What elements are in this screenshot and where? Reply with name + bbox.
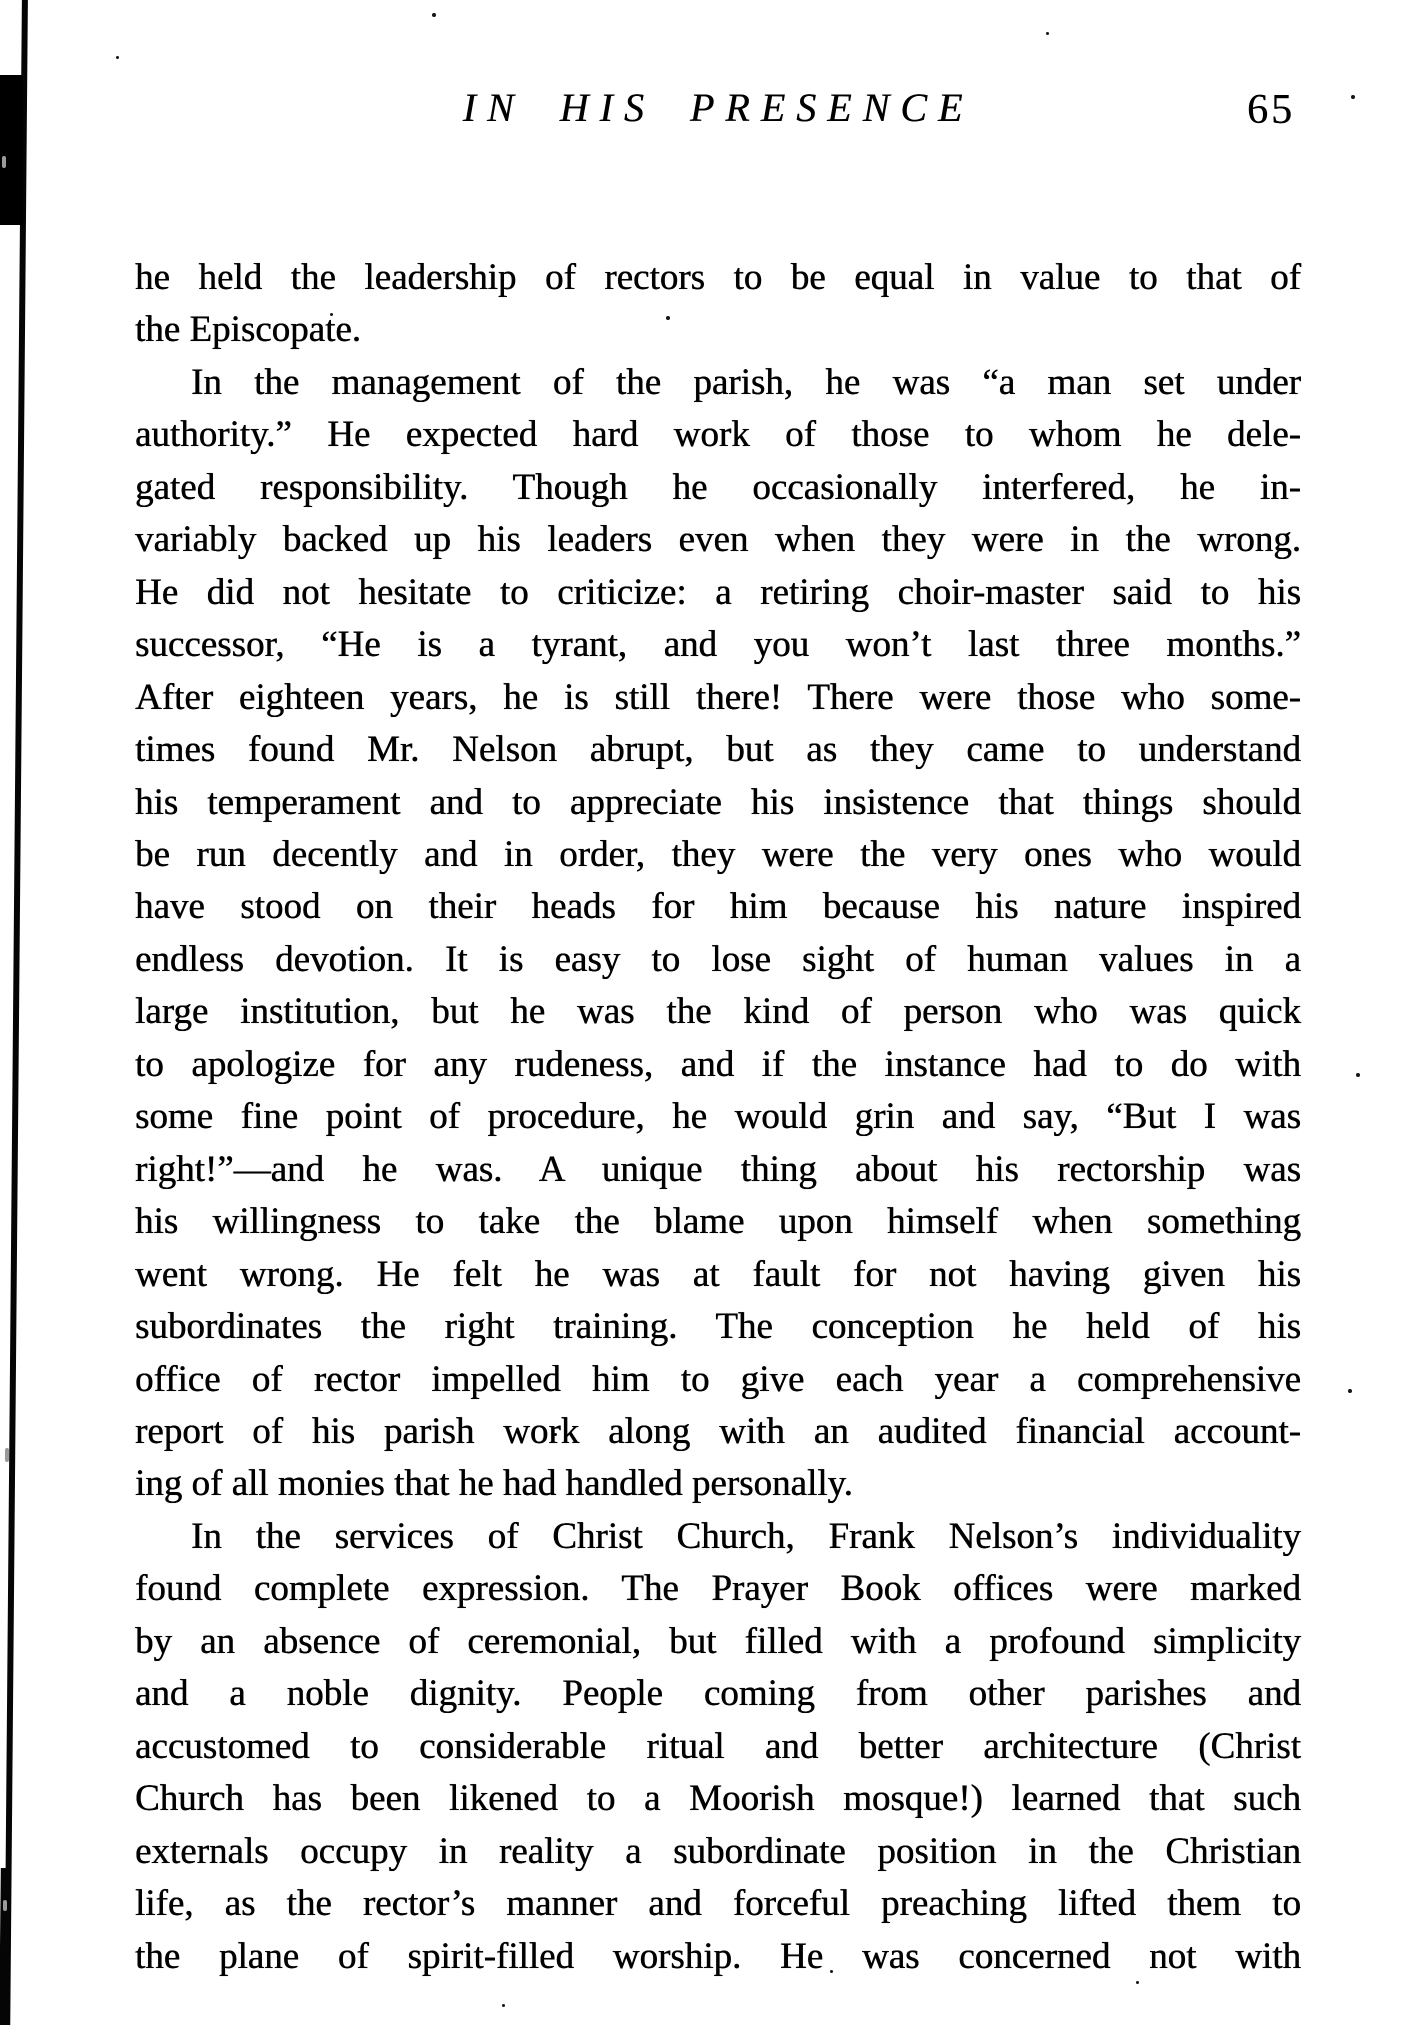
- text-line: went wrong. He felt he was at fault for not having given his: [135, 1253, 1301, 1295]
- scan-smudge: [5, 1448, 9, 1462]
- page-title: IN HIS PRESENCE: [462, 85, 974, 130]
- text-line: externals occupy in reality a subordinate position in the Christian: [135, 1830, 1301, 1872]
- text-line: In the management of the parish, he was “a man set under: [191, 361, 1301, 403]
- text-line: the plane of spirit-filled worship. He was concerned not with: [135, 1935, 1301, 1977]
- text-line: the Episcopate.: [135, 309, 362, 351]
- scan-smudge: [2, 156, 6, 168]
- text-line: He did not hesitate to criticize: a retiring choir-master said to his: [135, 571, 1301, 613]
- text-line: by an absence of ceremonial, but filled with a profound simplicity: [135, 1620, 1301, 1662]
- scan-speck: [116, 56, 119, 59]
- text-line: Church has been likened to a Moorish mosque!) learned that such: [135, 1778, 1301, 1820]
- text-line: successor, “He is a tyrant, and you won’t last three months.”: [135, 624, 1301, 666]
- text-line: accustomed to considerable ritual and better architecture (Christ: [135, 1725, 1301, 1767]
- scan-edge-line-bottom: [0, 1868, 11, 2025]
- text-line: some fine point of procedure, he would grin and say, “But I was: [135, 1096, 1301, 1138]
- running-head: [135, 86, 1301, 138]
- scan-smudge: [3, 1900, 7, 1911]
- text-line: and a noble dignity. People coming from other parishes and: [135, 1673, 1301, 1715]
- text-line: be run decently and in order, they were the very ones who would: [135, 833, 1301, 875]
- text-line: endless devotion. It is easy to lose sight of human values in a: [135, 938, 1301, 980]
- text-line: his temperament and to appreciate his insistence that things should: [135, 781, 1301, 823]
- text-line: After eighteen years, he is still there! There were those who some-: [135, 676, 1301, 718]
- page-body: [135, 252, 1301, 1983]
- scan-speck: [432, 13, 436, 17]
- text-line: report of his parish work along with an audited financial account-: [135, 1410, 1301, 1452]
- paragraph: [135, 1511, 1301, 1983]
- text-line: life, as the rector’s manner and forceful preaching lifted them to: [135, 1883, 1301, 1925]
- page-number: 65: [1247, 87, 1295, 133]
- text-line: authority.” He expected hard work of those to whom he dele-: [135, 414, 1301, 456]
- text-line: large institution, but he was the kind of person who was quick: [135, 991, 1301, 1033]
- scan-speck: [502, 2004, 505, 2007]
- text-line: office of rector impelled him to give each year a comprehensive: [135, 1358, 1301, 1400]
- text-line: he held the leadership of rectors to be equal in value to that of: [135, 257, 1301, 298]
- scan-edge-line: [4, 0, 28, 2025]
- scan-speck: [1046, 32, 1049, 35]
- text-line: gated responsibility. Though he occasionally interfered, he in-: [135, 466, 1301, 508]
- text-line: variably backed up his leaders even when they were in the wrong.: [135, 519, 1301, 561]
- paragraph: [135, 357, 1301, 1511]
- scan-ink-blob: [0, 75, 23, 225]
- text-line: subordinates the right training. The conception he held of his: [135, 1306, 1301, 1348]
- scan-speck: [1356, 1073, 1360, 1077]
- text-line: his willingness to take the blame upon himself when something: [135, 1201, 1301, 1243]
- text-line: have stood on their heads for him because his nature inspired: [135, 886, 1301, 928]
- scan-speck: [1351, 95, 1355, 99]
- text-line: ing of all monies that he had handled personally.: [135, 1463, 853, 1505]
- paragraph: [135, 252, 1301, 357]
- text-line: found complete expression. The Prayer Book offices were marked: [135, 1568, 1301, 1610]
- scan-speck: [1348, 1389, 1352, 1393]
- text-line: to apologize for any rudeness, and if the instance had to do with: [135, 1043, 1301, 1085]
- text-line: times found Mr. Nelson abrupt, but as they came to understand: [135, 729, 1301, 771]
- text-line: right!”—and he was. A unique thing about his rectorship was: [135, 1148, 1301, 1190]
- text-line: In the services of Christ Church, Frank Nelson’s individuality: [191, 1515, 1301, 1557]
